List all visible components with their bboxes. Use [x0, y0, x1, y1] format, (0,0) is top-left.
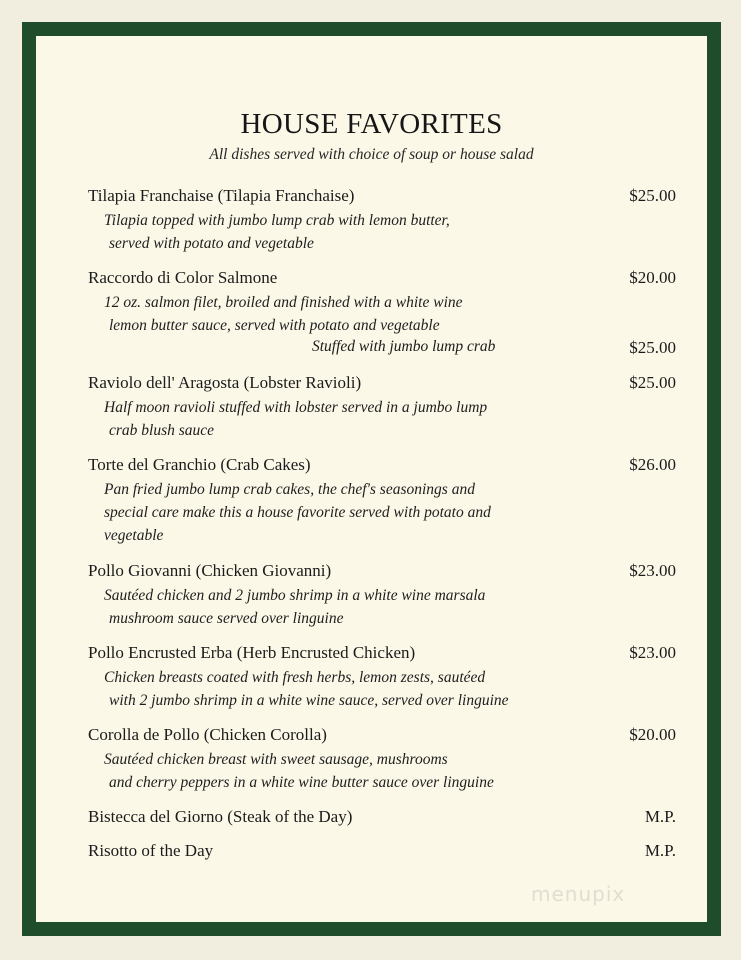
desc-line: Chicken breasts coated with fresh herbs, lemon zests, sautéed	[104, 669, 486, 686]
desc-line: Half moon ravioli stuffed with lobster served in a jumbo lump	[104, 399, 488, 416]
item-name: Tilapia Franchaise (Tilapia Franchaise)	[88, 186, 355, 205]
item-description	[104, 478, 491, 547]
item-name: Bistecca del Giorno (Steak of the Day)	[88, 807, 353, 826]
item-price: $26.00	[629, 455, 676, 474]
desc-line: Sautéed chicken breast with sweet sausage, mushrooms	[104, 751, 448, 768]
desc-line: vegetable	[104, 527, 164, 544]
desc-line: Pan fried jumbo lump crab cakes, the chef's seasonings and	[104, 481, 475, 498]
item-description	[104, 666, 509, 712]
item-description	[104, 396, 487, 442]
desc-line: special care make this a house favorite served with potato and	[104, 504, 491, 521]
desc-line: 12 oz. salmon filet, broiled and finished with a white wine	[104, 294, 463, 311]
desc-line: and cherry peppers in a white wine butter sauce over linguine	[109, 774, 494, 791]
item-description	[104, 291, 463, 337]
item-price: $20.00	[629, 725, 676, 744]
item-name: Pollo Encrusted Erba (Herb Encrusted Chicken)	[88, 643, 416, 662]
desc-line: crab blush sauce	[109, 422, 215, 439]
item-name: Torte del Granchio (Crab Cakes)	[88, 455, 311, 474]
item-name: Risotto of the Day	[88, 841, 214, 860]
item-name: Pollo Giovanni (Chicken Giovanni)	[88, 561, 332, 580]
desc-line: Sautéed chicken and 2 jumbo shrimp in a white wine marsala	[104, 587, 486, 604]
desc-line: mushroom sauce served over linguine	[109, 610, 344, 627]
option-price: $25.00	[629, 338, 676, 357]
page-title: HOUSE FAVORITES	[240, 108, 503, 140]
item-price: $23.00	[629, 561, 676, 580]
item-description	[104, 748, 494, 794]
item-price: M.P.	[644, 807, 676, 826]
item-name: Raviolo dell' Aragosta (Lobster Ravioli)	[88, 373, 362, 392]
menu-border-frame	[22, 22, 721, 936]
desc-line: Tilapia topped with jumbo lump crab with lemon butter,	[104, 212, 450, 229]
item-price: $25.00	[629, 186, 676, 205]
desc-line: lemon butter sauce, served with potato and vegetable	[109, 317, 440, 334]
item-description	[104, 209, 450, 255]
item-price: $23.00	[629, 643, 676, 662]
item-description	[104, 584, 485, 630]
item-name: Raccordo di Color Salmone	[88, 268, 278, 287]
item-price: $25.00	[629, 373, 676, 392]
desc-line: served with potato and vegetable	[109, 235, 314, 252]
option-text: Stuffed with jumbo lump crab	[312, 338, 496, 355]
page-subtitle: All dishes served with choice of soup or house salad	[209, 146, 534, 163]
desc-line: with 2 jumbo shrimp in a white wine sauce, served over linguine	[109, 692, 509, 709]
item-price: M.P.	[644, 841, 676, 860]
item-price: $20.00	[629, 268, 676, 287]
item-name: Corolla de Pollo (Chicken Corolla)	[88, 725, 327, 744]
watermark-text: menupix	[531, 882, 626, 906]
